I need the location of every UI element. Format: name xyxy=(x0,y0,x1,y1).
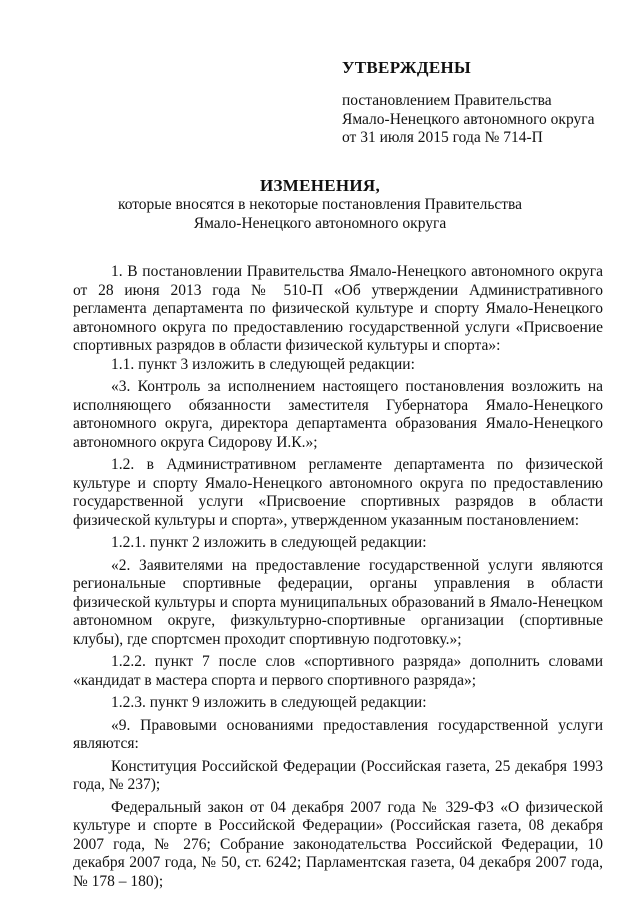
document-body xyxy=(73,263,603,891)
paragraph: Конституция Российской Федерации (Российская газета, 25 декабря 1993 года, № 237); xyxy=(73,757,603,793)
paragraph: 1.1. пункт 3 изложить в следующей редакции: xyxy=(111,355,415,373)
paragraph: 1.2.1. пункт 2 изложить в следующей редакции: xyxy=(111,534,427,551)
approval-line: от 31 июля 2015 года № 714-П xyxy=(342,129,543,146)
paragraph: 1. В постановлении Правительства Ямало-Ненецкого автономного округа от 28 июня 2013 года № 510-П «Об утверждении Административного регламента департамента по физической культуре и спорту Ямало-Ненецкого автономного округа по предоставлению государственной услуги «Присвоение спортивных разрядов в области физической культуры и спорта»: xyxy=(73,263,603,354)
paragraph: «3. Контроль за исполнением настоящего постановления возложить на исполняющего обязанности заместителя Губернатора Ямало-Ненецкого автономного округа, директора департамента образования Ямало-Ненецкого автономного округа Сидорову И.К.»; xyxy=(73,378,603,451)
approval-line: постановлением Правительства xyxy=(342,92,552,109)
approval-stamp-heading: УТВЕРЖДЕНЫ xyxy=(342,58,472,77)
paragraph: 1.2.2. пункт 7 после слов «спортивного разряда» дополнить словами «кандидат в мастера спорта и первого спортивного разряда»; xyxy=(73,653,603,689)
approval-line: Ямало-Ненецкого автономного округа xyxy=(342,110,595,128)
paragraph: «9. Правовыми основаниями предоставления государственной услуги являются: xyxy=(73,716,603,752)
paragraph: Федеральный закон от 04 декабря 2007 года № 329-ФЗ «О физической культуре и спорте в Российской Федерации» (Российская газета, 08 декабря 2007 года, № 276; Собрание законодательства Российской Федерации, 10 декабря 2007 года, № 50, ст. 6242; Парламентская газета, 04 декабря 2007 года, № 178 – 180); xyxy=(73,798,603,890)
approval-reference xyxy=(342,92,622,148)
subtitle-line: Ямало-Ненецкого автономного округа xyxy=(193,214,447,232)
document-subtitle xyxy=(100,196,540,233)
document-title: ИЗМЕНЕНИЯ, xyxy=(259,176,381,195)
subtitle-line: которые вносятся в некоторые постановления Правительства xyxy=(117,196,523,213)
paragraph: «2. Заявителями на предоставление государственной услуги являются региональные спортивные федерации, органы управления в области физической культуры и спорта муниципальных образований в Ямало-Ненецком автономном округе, физкультурно-спортивные организации (спортивные клубы), где спортсмен проходит спортивную подготовку.»; xyxy=(73,556,603,648)
paragraph: 1.2. в Административном регламенте департамента по физической культуре и спорту Ямало-Ненецкого автономного округа по предоставлению государственной услуги «Присвоение спортивных разрядов в области физической культуры и спорта», утвержденном указанным постановлением: xyxy=(73,456,603,529)
paragraph: 1.2.3. пункт 9 изложить в следующей редакции: xyxy=(111,694,427,711)
